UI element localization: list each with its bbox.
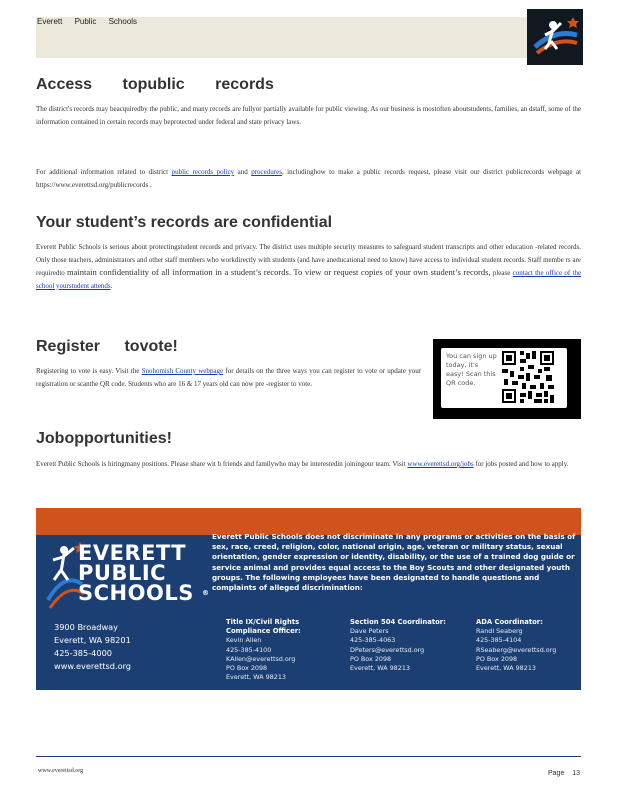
address-line: Everett, WA 98201 bbox=[54, 635, 131, 645]
contact-email[interactable]: RSeaberg@everettsd.org bbox=[476, 645, 557, 654]
register-text-b: for details on the three ways you can register to vote or update your registration or scanthe QR code. Students who are 16 & 17 years old can now pre -register to vote. bbox=[36, 367, 422, 388]
access-heading: Access topublic records bbox=[36, 76, 274, 93]
contact-title: Title IX/Civil Rights bbox=[226, 618, 300, 626]
access-paragraph-2 bbox=[36, 166, 581, 191]
phone-number: 425-385-4000 bbox=[54, 648, 113, 658]
jobs-heading: Jobopportunities! bbox=[36, 430, 172, 447]
public-records-policy-link[interactable]: public records policy bbox=[171, 168, 235, 176]
website[interactable]: www.everettsd.org bbox=[54, 661, 131, 671]
footer-divider bbox=[36, 756, 581, 757]
confidential-text-end: . bbox=[110, 281, 113, 290]
orange-band bbox=[36, 508, 581, 535]
contact-phone: 425-385-4100 bbox=[226, 645, 272, 654]
jobs-paragraph bbox=[36, 458, 581, 471]
confidential-paragraph bbox=[36, 241, 581, 292]
contact-name: Dave Peters bbox=[350, 627, 389, 636]
contact-city: Everett, WA 98213 bbox=[226, 673, 286, 682]
contact-po-box: PO Box 2098 bbox=[226, 664, 268, 673]
contact-email[interactable]: KAllen@everettsd.org bbox=[226, 654, 296, 663]
access-text-and: and bbox=[237, 168, 248, 176]
qr-caption: You can sign up today, it's easy! Scan this QR code. bbox=[446, 352, 497, 387]
jobs-link[interactable]: www.everettsd.org/jobs bbox=[407, 460, 474, 468]
ada-contact bbox=[476, 618, 556, 673]
title-ix-contact bbox=[226, 618, 301, 682]
section-504-contact bbox=[350, 618, 446, 673]
register-heading: Register tovote! bbox=[36, 338, 178, 355]
contact-name: Kevin Allen bbox=[226, 636, 262, 645]
register-text-a: Registering to vote is easy. Visit the bbox=[36, 367, 140, 375]
logo-line-schools: SCHOOLS bbox=[78, 581, 194, 605]
contact-name: Randi Seaberg bbox=[476, 627, 523, 636]
contact-city: Everett, WA 98213 bbox=[350, 664, 410, 673]
logo-line-public: PUBLIC bbox=[78, 561, 167, 585]
district-logo-icon bbox=[527, 9, 583, 65]
nondiscrimination-statement: Everett Public Schools does not discriminate in any programs or activities on the basis of sex, race, creed, religion, color, national origin, age, veteran or military status, sexual orientation, gender expression or identity, disability, or the use of a trained dog guide or service animal and provides equal access to the Boy Scouts and other designated youth groups. The following employees have been designated to handle questions and complaints of alleged discrimination: bbox=[212, 532, 576, 593]
snohomish-county-webpage-link[interactable]: Snohomish County webpage bbox=[141, 367, 224, 375]
contact-phone: 425-385-4104 bbox=[476, 636, 522, 645]
contact-po-box: PO Box 2098 bbox=[350, 654, 392, 663]
confidential-text-2: maintain confidentiality of all information in a student’s records. To view or request copies of your own student’s records, bbox=[67, 267, 491, 277]
district-address bbox=[54, 621, 131, 673]
contact-city: Everett, WA 98213 bbox=[476, 664, 536, 673]
logo-line-everett: EVERETT bbox=[78, 541, 187, 565]
page-number: Page 13 bbox=[548, 770, 581, 777]
contact-school-office-link[interactable]: contact the office of the school yourstudent attends bbox=[36, 269, 582, 290]
qr-code-icon[interactable] bbox=[500, 349, 556, 405]
contact-email[interactable]: DPeters@everettsd.org bbox=[350, 645, 425, 654]
access-text-2a: For additional information related to district bbox=[36, 168, 169, 176]
access-text-2b: , includinghow to make a public records request, please visit our district publicrecords webpage at https://www.everettsd.org/publicrecords . bbox=[36, 168, 582, 189]
confidential-text-1: Everett Public Schools is serious about protectingstudent records and privacy. The district uses multiple security measures to safeguard student transcripts and other education -related records. Only those teachers, administrators and other staff members who workdirectly with students (and have aneducational need to know) have access to individual student records. Staff membe rs are requiredto bbox=[36, 243, 581, 277]
address-line: 3900 Broadway bbox=[54, 622, 119, 632]
contact-title: ADA Coordinator: bbox=[476, 618, 543, 626]
access-text-1: The district's records may beacquiredby the public, and many records are fullyor partially available for public viewing. As our business is mostoften aboutstudents, families, an dstaff, some of the information contained in certain records may beprotected under federal and state privacy laws. bbox=[36, 105, 581, 126]
footer-url[interactable]: www.everettsd.org bbox=[38, 768, 84, 774]
contact-title: Compliance Officer: bbox=[226, 627, 301, 636]
logo-registered-mark: ® bbox=[202, 589, 210, 597]
jobs-text-b: for jobs posted and how to apply. bbox=[475, 460, 569, 468]
contact-po-box: PO Box 2098 bbox=[476, 654, 518, 663]
contact-title: Section 504 Coordinator: bbox=[350, 618, 446, 626]
contact-phone: 425-385-4063 bbox=[350, 636, 396, 645]
jobs-text-a: Everett Public Schools is hiringmany positions. Please share wit h friends and familywho may be interestedin joiningour team. Visit bbox=[36, 460, 406, 468]
register-paragraph bbox=[36, 365, 421, 390]
district-logo bbox=[527, 9, 583, 65]
access-paragraph-1 bbox=[36, 103, 581, 128]
procedures-link[interactable]: procedures bbox=[251, 168, 282, 176]
header-title: Everett Public Schools bbox=[37, 17, 138, 26]
confidential-text-please: please bbox=[492, 269, 511, 277]
confidential-heading: Your student’s records are confidential bbox=[36, 214, 333, 231]
